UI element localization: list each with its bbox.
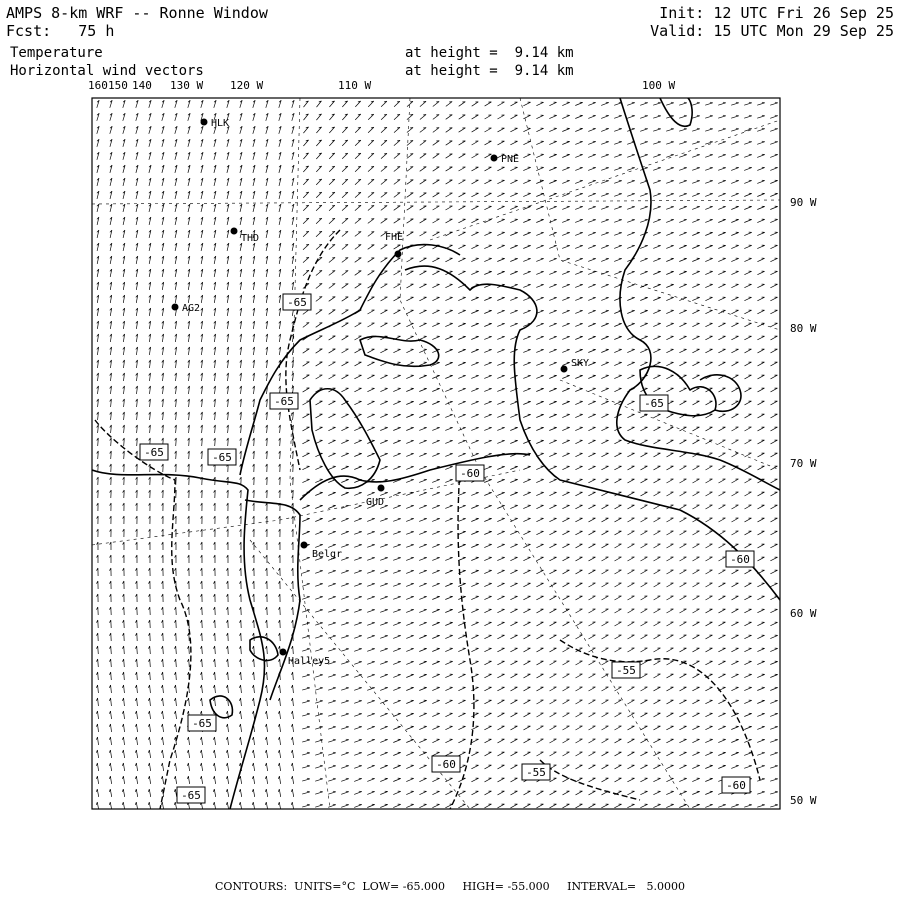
contour-label-box	[726, 551, 754, 567]
contour-label-box	[208, 449, 236, 465]
coastline	[660, 98, 692, 126]
valid-time: Valid: 15 UTC Mon 29 Sep 25	[650, 22, 894, 40]
contour-label-box	[456, 465, 484, 481]
coastline	[92, 470, 265, 809]
station-label: THD	[241, 233, 260, 244]
contour-label-text: -65	[644, 397, 664, 410]
contour-labels	[140, 294, 754, 803]
contour-label-text: -65	[212, 451, 232, 464]
graticule-line	[560, 380, 780, 470]
lon-label-160: 160	[88, 79, 108, 92]
lon-label-140: 140	[132, 79, 152, 92]
contour-label-box	[640, 395, 668, 411]
graticule-line	[430, 120, 780, 240]
lat-label-50: 50 W	[790, 794, 817, 807]
stations	[172, 118, 590, 667]
contour-label-box	[612, 662, 640, 678]
lon-label-110: 110 W	[338, 79, 372, 92]
contour-label-text: -65	[274, 395, 294, 408]
station-sky	[561, 358, 590, 373]
contour-label-text: -65	[144, 446, 164, 459]
station-label: HLK	[211, 118, 230, 129]
contour-label-box	[177, 787, 205, 803]
field-wind: Horizontal wind vectors	[10, 63, 204, 79]
lon-label-100: 100 W	[642, 79, 676, 92]
height-wind: at height = 9.14 km	[405, 63, 574, 79]
contour-label-box	[432, 756, 460, 772]
contour-label-text: -65	[181, 789, 201, 802]
graticule-line	[92, 200, 780, 204]
contour-label-box	[188, 715, 216, 731]
coastline	[240, 245, 460, 475]
station-label: Belgr	[312, 549, 343, 560]
field-temperature: Temperature	[10, 45, 103, 61]
station-label: PNE	[501, 154, 520, 165]
wind-vector-field	[96, 100, 778, 810]
station-hlk	[201, 118, 230, 129]
lon-label-150: 150	[108, 79, 128, 92]
station-dot	[280, 649, 287, 656]
lat-label-70: 70 W	[790, 457, 817, 470]
contour-label-box	[283, 294, 311, 310]
station-dot	[301, 542, 308, 549]
wind-vectors-path	[96, 100, 778, 810]
station-dot	[378, 485, 385, 492]
lon-label-130: 130 W	[170, 79, 204, 92]
station-label: FHE	[385, 232, 404, 243]
forecast-hours: 75 h	[78, 22, 115, 40]
station-dot	[561, 366, 568, 373]
station-label: Halley5	[288, 656, 331, 667]
station-gud	[366, 485, 385, 509]
contour-label-text: -60	[726, 779, 746, 792]
contour-label-box	[522, 764, 550, 780]
map-title: AMPS 8-km WRF -- Ronne Window	[6, 4, 268, 22]
station-dot	[231, 228, 238, 235]
init-time: Init: 12 UTC Fri 26 Sep 25	[659, 4, 894, 22]
lat-label-60: 60 W	[790, 607, 817, 620]
coastline	[405, 266, 780, 600]
station-label: SKY	[571, 358, 590, 369]
contour-label-box	[140, 444, 168, 460]
contour-label-text: -55	[526, 766, 546, 779]
lon-label-120: 120 W	[230, 79, 264, 92]
contour-label-text: -60	[460, 467, 480, 480]
station-dot	[491, 155, 498, 162]
station-dot	[201, 119, 208, 126]
contour-info-footer: CONTOURS: UNITS=°C LOW= -65.000 HIGH= -55.000 INTERVAL= 5.0000	[214, 880, 686, 893]
station-dot	[395, 251, 402, 258]
lat-label-90: 90 W	[790, 196, 817, 209]
station-label: GUD	[366, 497, 385, 508]
station-pne	[491, 154, 520, 165]
contour-label-box	[722, 777, 750, 793]
station-thd	[231, 228, 260, 245]
contour-label-text: -60	[730, 553, 750, 566]
forecast-label-text: Fcst:	[6, 22, 52, 40]
contour-label-box	[270, 393, 298, 409]
island-outline	[210, 696, 232, 718]
contour-label-text: -65	[287, 296, 307, 309]
lat-label-80: 80 W	[790, 322, 817, 335]
contour-label-text: -55	[616, 664, 636, 677]
island-outline	[700, 375, 741, 412]
contour-label-text: -65	[192, 717, 212, 730]
station-dot	[172, 304, 179, 311]
station-label: AG2	[182, 303, 201, 314]
contour-label-text: -60	[436, 758, 456, 771]
height-temperature: at height = 9.14 km	[405, 45, 574, 61]
